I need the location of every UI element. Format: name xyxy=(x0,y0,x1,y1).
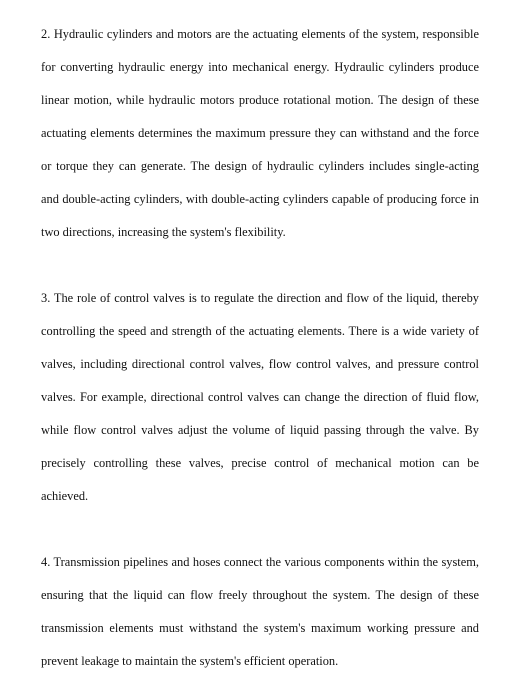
document-page xyxy=(41,18,479,678)
paragraph-control-valves: 3. The role of control valves is to regulate the direction and flow of the liquid, thereby controlling the speed and strength of the actuating elements. There is a wide variety of valves, including directional control valves, flow control valves, and pressure control valves. For example, directional control valves can change the direction of fluid flow, while flow control valves adjust the volume of liquid passing through the valve. By precisely controlling these valves, precise control of mechanical motion can be achieved. xyxy=(41,291,479,503)
paragraph-hydraulic-cylinders-motors: 2. Hydraulic cylinders and motors are the actuating elements of the system, responsible for converting hydraulic energy into mechanical energy. Hydraulic cylinders produce linear motion, while hydraulic motors produce rotational motion. The design of these actuating elements determines the maximum pressure they can withstand and the force or torque they can generate. The design of hydraulic cylinders includes single-acting and double-acting cylinders, with double-acting cylinders capable of producing force in two directions, increasing the system's flexibility. xyxy=(41,27,479,239)
paragraph-transmission-pipelines: 4. Transmission pipelines and hoses connect the various components within the system, ensuring that the liquid can flow freely throughout the system. The design of these transmission elements must withstand the system's maximum working pressure and prevent leakage to maintain the system's efficient operation. xyxy=(41,555,479,668)
paragraph-spacer xyxy=(41,513,479,546)
paragraph-spacer xyxy=(41,249,479,282)
